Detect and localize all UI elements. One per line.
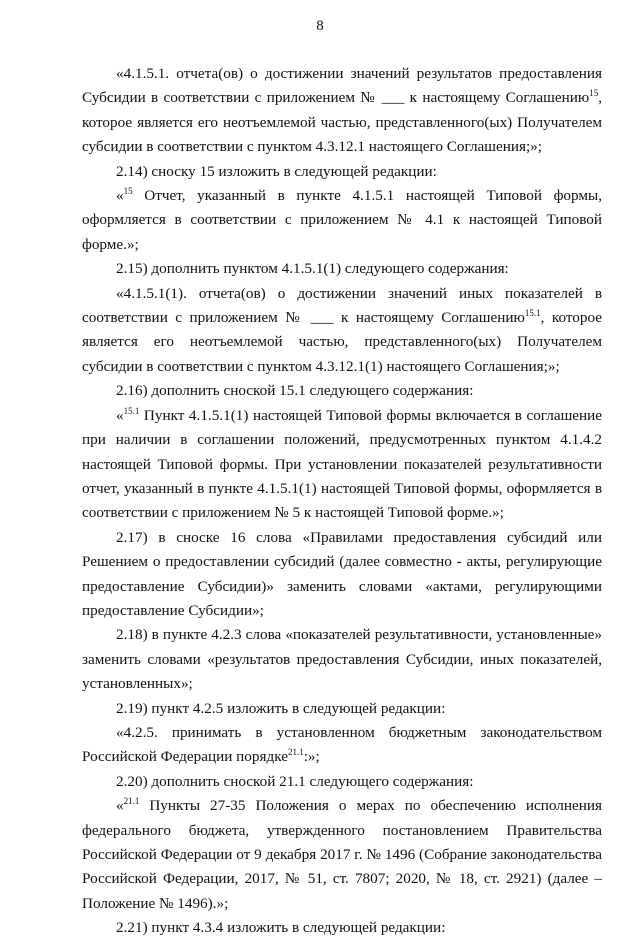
document-body bbox=[82, 62, 602, 941]
page-number: 8 bbox=[316, 18, 324, 34]
paragraph: 2.15) дополнить пунктом 4.1.5.1(1) следующего содержания: bbox=[116, 260, 509, 278]
paragraph: 2.20) дополнить сноской 21.1 следующего содержания: bbox=[116, 772, 474, 790]
paragraph: «4.2.5. принимать в установленном бюджетным законодательством Российской Федерации порядке$^{21.1}$:»; bbox=[82, 723, 602, 766]
paragraph: 2.17) в сноске 16 слова «Правилами предоставления субсидий или Решением о предоставлении субсидий (далее совместно - акты, регулирующие предоставление Субсидии)» заменить словами «актами, регулирующими предоставление Субсидии»; bbox=[82, 528, 602, 619]
paragraph: «4.1.5.1(1). отчета(ов) о достижении значений иных показателей в соответствии с приложением № ___ к настоящему Соглашению$^{15.1}$, которое является его неотъемлемой частью, представленного(ых) Получателем субсидии в соответствии с пунктом 4.3.12.1(1) настоящего Соглашения;»; bbox=[82, 284, 602, 375]
paragraph: 2.19) пункт 4.2.5 изложить в следующей редакции: bbox=[116, 699, 446, 717]
paragraph: 2.18) в пункте 4.2.3 слова «показателей результативности, установленные» заменить словами «результатов предоставления Субсидии, иных показателей, установленных»; bbox=[82, 626, 602, 693]
paragraph: 2.16) дополнить сноской 15.1 следующего содержания: bbox=[116, 382, 474, 400]
paragraph: «$^{15}$ Отчет, указанный в пункте 4.1.5.1 настоящей Типовой формы, оформляется в соответствии с приложением № 4.1 к настоящей Типовой форме.»; bbox=[82, 186, 602, 253]
paragraph: 2.21) пункт 4.3.4 изложить в следующей редакции: bbox=[116, 919, 446, 937]
paragraph: «4.1.5.1. отчета(ов) о достижении значений результатов предоставления Субсидии в соответствии с приложением № ___ к настоящему Соглашению$^{15}$, которое является его неотъемлемой частью, представленного(ых) Получателем субсидии в соответствии с пунктом 4.3.12.1 настоящего Соглашения;»; bbox=[82, 65, 602, 156]
paragraph: «$^{21.1}$ Пункты 27-35 Положения о мерах по обеспечению исполнения федерального бюджета, утвержденного постановлением Правительства Российской Федерации от 9 декабря 2017 г. № 1496 (Собрание законодательства Российской Федерации, 2017, № 51, ст. 7807; 2020, № 18, ст. 2921) (далее – Положение № 1496).»; bbox=[82, 796, 602, 912]
paragraph: 2.14) сноску 15 изложить в следующей редакции: bbox=[116, 162, 437, 180]
paragraph: «$^{15.1}$ Пункт 4.1.5.1(1) настоящей Типовой формы включается в соглашение при наличии в соглашении положений, предусмотренных пунктом 4.1.4.2 настоящей Типовой формы. При установлении показателей результативности отчет, указанный в пункте 4.1.5.1(1) настоящей Типовой формы, оформляется в соответствии с приложением № 5 к настоящей Типовой форме.»; bbox=[82, 405, 602, 522]
